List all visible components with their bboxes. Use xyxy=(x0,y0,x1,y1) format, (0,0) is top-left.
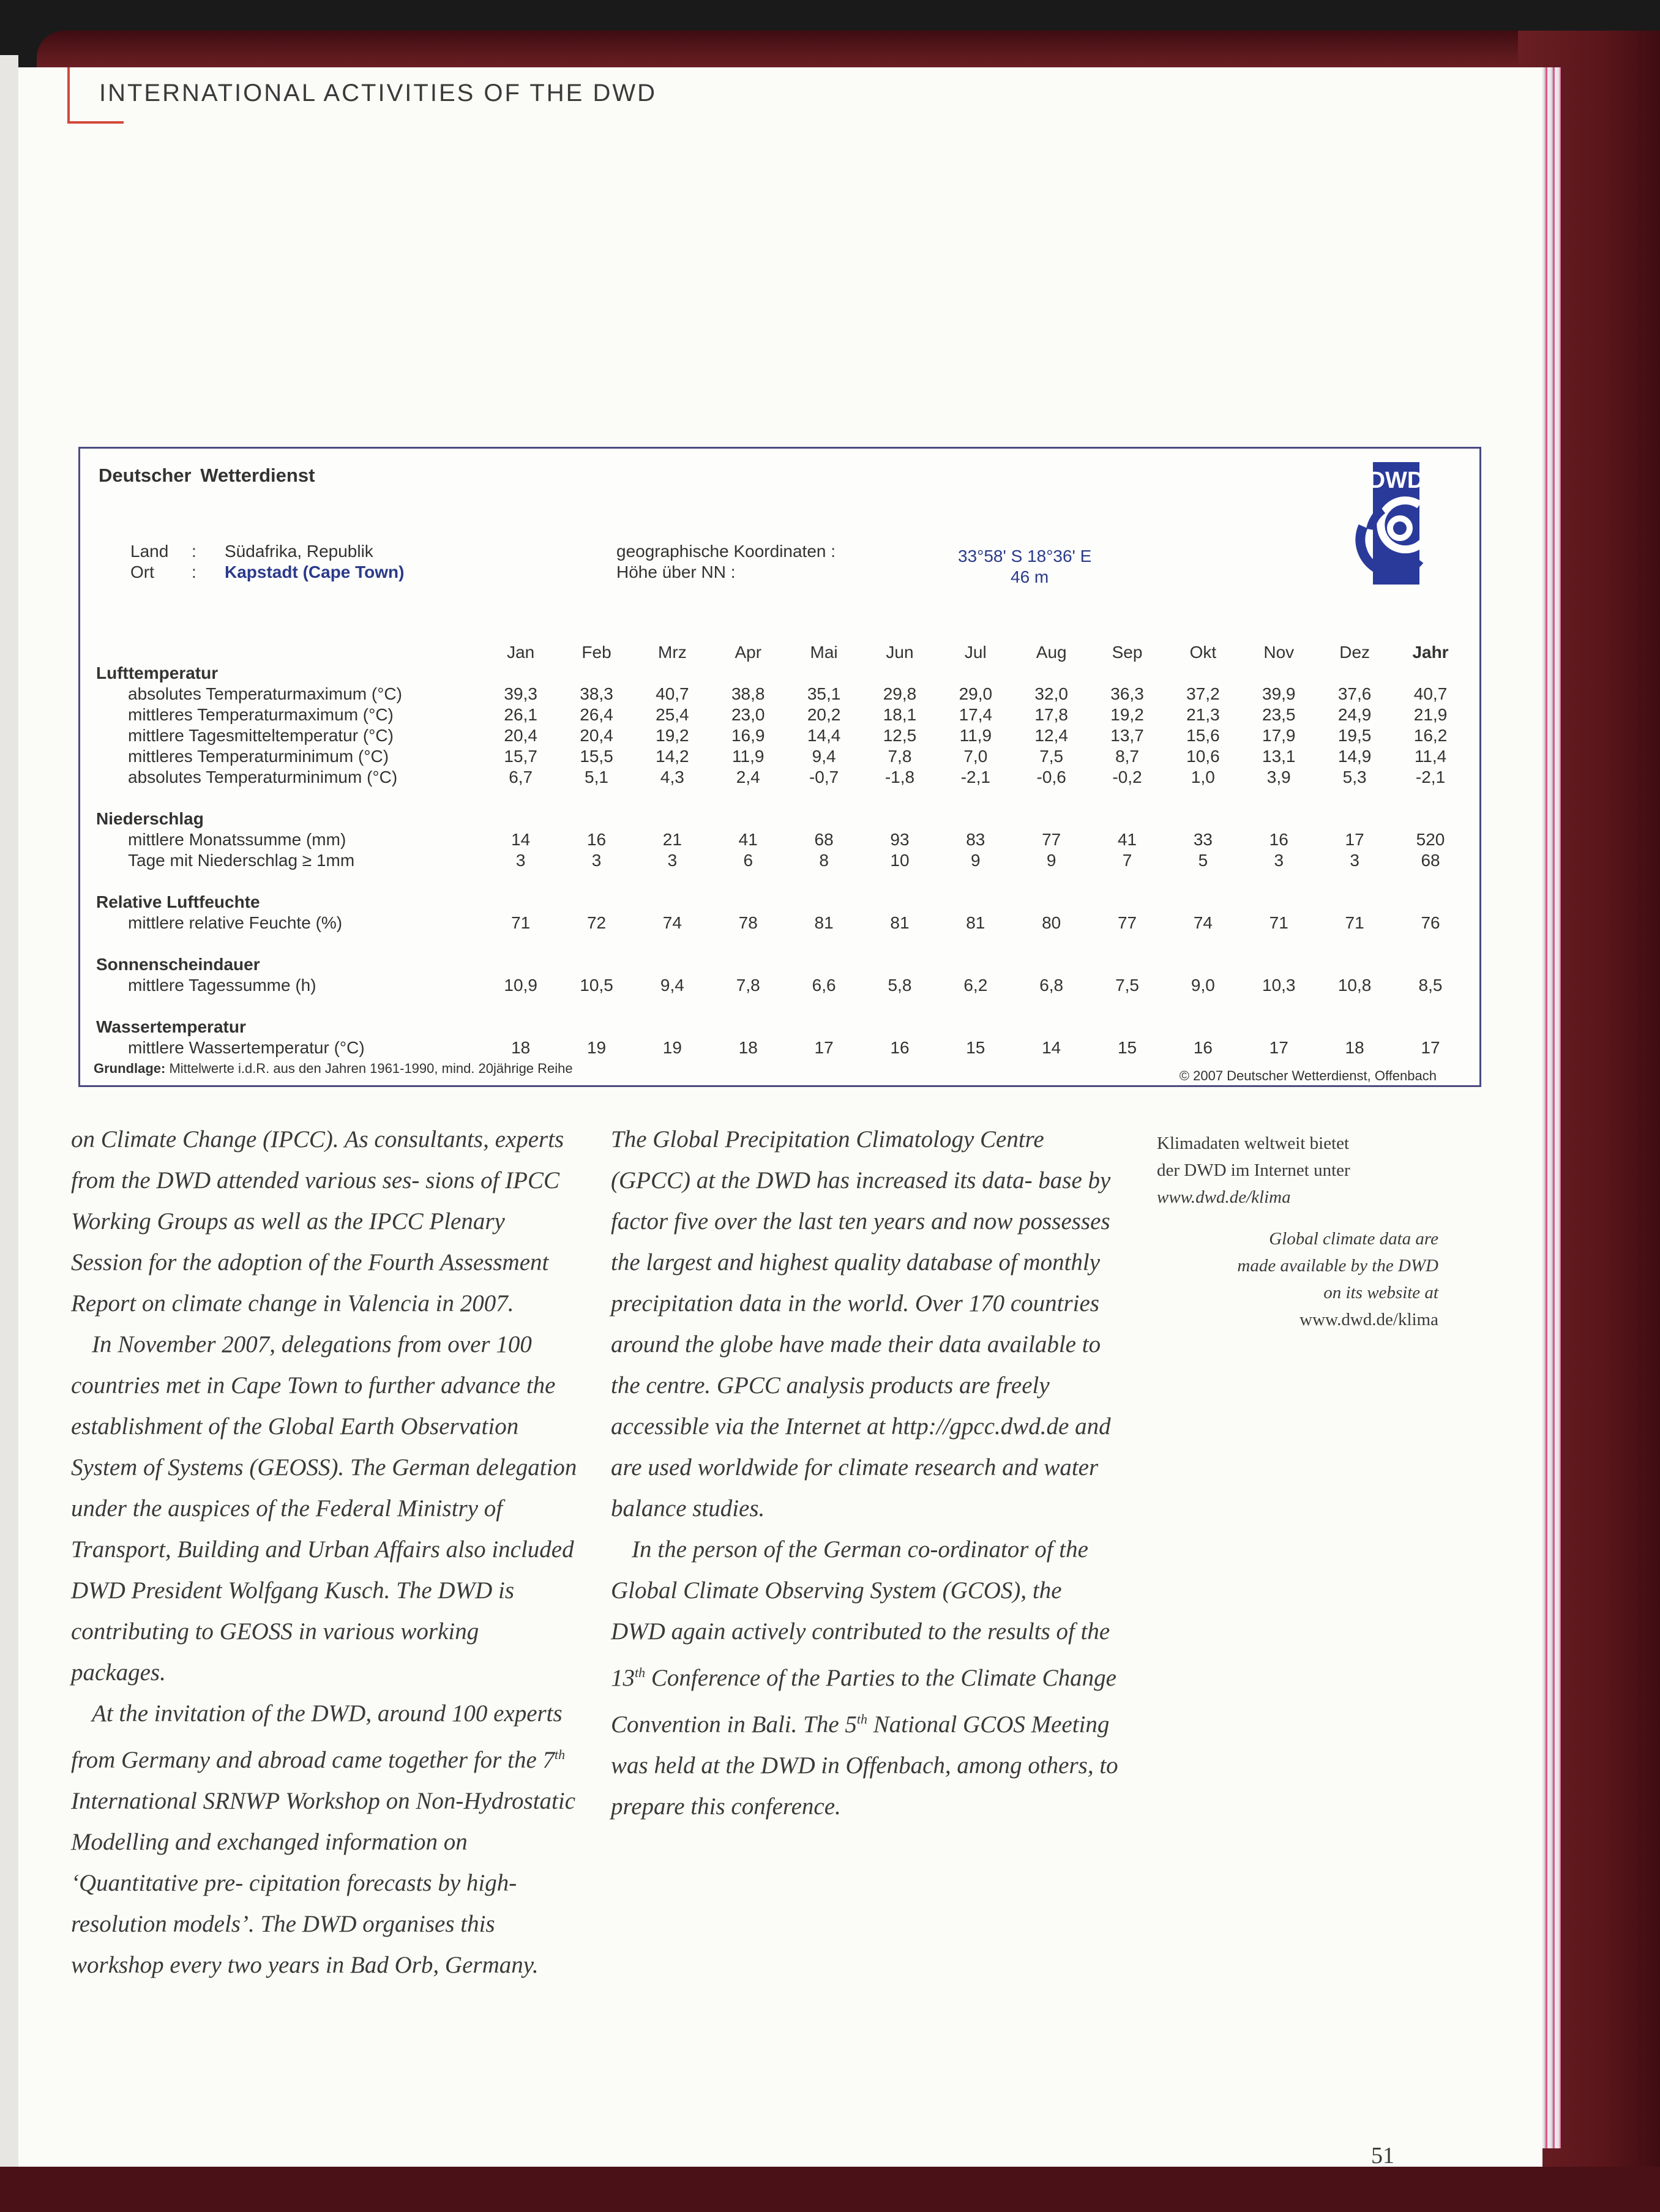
group-heading-row xyxy=(91,1017,1468,1037)
sidebar-german: Klimadaten weltweit bietet der DWD im Internet unter www.dwd.de/klima xyxy=(1157,1130,1438,1211)
table-cell: 20,4 xyxy=(580,726,613,745)
table-cell: 16 xyxy=(1193,1038,1213,1057)
table-cell: 9 xyxy=(1046,851,1056,870)
group-spacer xyxy=(91,871,1468,892)
table-cell: 19 xyxy=(586,1038,607,1057)
table-cell: 5,1 xyxy=(585,768,608,787)
table-cell: 10,8 xyxy=(1337,976,1372,995)
dwd-logo-icon xyxy=(1346,462,1444,585)
table-cell: 38,8 xyxy=(731,684,765,703)
table-cell: 1,0 xyxy=(1191,768,1215,787)
ort-value: Kapstadt (Cape Town) xyxy=(225,562,405,581)
organization-name: Deutscher Wetterdienst xyxy=(99,465,315,486)
ort-separator: : xyxy=(192,562,196,581)
table-cell: 15 xyxy=(1117,1038,1137,1057)
table-cell: 11,9 xyxy=(732,747,765,766)
dwd-logo-text: DWD xyxy=(1368,468,1424,493)
altitude-value: 46 m xyxy=(1011,567,1049,586)
table-cell: 6,6 xyxy=(812,976,836,995)
group-spacer xyxy=(91,788,1468,809)
altitude-label: Höhe über NN : xyxy=(616,562,736,581)
table-cell: 41 xyxy=(1117,830,1137,849)
table-cell: 5,3 xyxy=(1342,768,1367,787)
table-cell: 19,2 xyxy=(1110,705,1144,724)
table-cell: 520 xyxy=(1416,830,1445,849)
table-cell: 16 xyxy=(1269,830,1288,849)
table-cell: 13,1 xyxy=(1262,747,1296,766)
table-cell: 20,4 xyxy=(504,726,537,745)
table-cell: 2,4 xyxy=(736,768,760,787)
table-cell: 77 xyxy=(1117,913,1137,932)
table-cell: 33 xyxy=(1193,830,1213,849)
running-header: INTERNATIONAL ACTIVITIES OF THE DWD xyxy=(99,80,657,106)
table-cell: 23,0 xyxy=(731,705,765,724)
row-label: absolutes Temperaturmaximum (°C) xyxy=(128,684,402,703)
table-cell: 3 xyxy=(667,851,678,870)
land-label: Land xyxy=(130,542,169,561)
book-cover-top xyxy=(37,31,1660,67)
month-header: Jul xyxy=(964,643,987,662)
table-cell: 3 xyxy=(515,851,526,870)
table-cell: 76 xyxy=(1421,913,1440,932)
table-cell: 21,3 xyxy=(1186,705,1220,724)
table-cell: 6,2 xyxy=(963,976,988,995)
row-label: mittlere Tagesmitteltemperatur (°C) xyxy=(128,726,394,745)
table-row xyxy=(91,704,1468,725)
table-cell: 14,2 xyxy=(656,747,689,766)
previous-page-edge xyxy=(0,55,18,2167)
table-cell: 10,5 xyxy=(580,976,613,995)
table-cell: 7 xyxy=(1122,851,1132,870)
month-header-row xyxy=(91,626,1468,663)
table-cell: 12,4 xyxy=(1034,726,1068,745)
table-cell: 10,9 xyxy=(504,976,537,995)
month-header: Aug xyxy=(1036,643,1067,662)
table-cell: 17 xyxy=(814,1038,834,1057)
book-cover-bottom xyxy=(0,2167,1660,2212)
table-cell: 9 xyxy=(971,851,981,870)
sidebar-url-link-en[interactable]: www.dwd.de/klima xyxy=(1299,1310,1438,1329)
table-cell: 24,9 xyxy=(1337,705,1372,724)
group-spacer xyxy=(91,996,1468,1017)
table-cell: 17,9 xyxy=(1262,726,1296,745)
paragraph: The Global Precipitation Climatology Centre (GPCC) at the DWD has increased its data- base by factor five over the last ten years and now possesses the largest and highest quality database of monthly precipitation data in the world. Over 170 countries around the globe have made their data available to the centre. GPCC analysis products are freely accessible via the Internet at http://gpcc.dwd.de and are used worldwide for climate research and water balance studies. xyxy=(611,1126,1111,1522)
table-cell: 74 xyxy=(662,913,682,932)
table-cell: 81 xyxy=(966,913,985,932)
table-cell: 37,2 xyxy=(1186,684,1220,703)
table-cell: 17,8 xyxy=(1034,705,1068,724)
table-cell: 81 xyxy=(814,913,834,932)
table-cell: 36,3 xyxy=(1110,684,1144,703)
table-cell: 26,4 xyxy=(580,705,613,724)
month-header: Jun xyxy=(886,643,914,662)
table-cell: 4,3 xyxy=(660,768,684,787)
month-header: Sep xyxy=(1112,643,1143,662)
paragraph: In November 2007, delegations from over 100 countries met in Cape Town to further advance the establishment of the Global Earth Observation System of Systems (GEOSS). The German delegation under the auspices of the Federal Ministry of Transport, Building and Urban Affairs also included DWD President Wolfgang Kusch. The DWD is contributing to GEOSS in various working packages. xyxy=(71,1331,577,1686)
text-column-left xyxy=(71,1119,579,1986)
table-cell: 11,9 xyxy=(959,726,992,745)
table-cell: 19,5 xyxy=(1337,726,1372,745)
table-cell: -2,1 xyxy=(1415,768,1446,787)
table-cell: 7,5 xyxy=(1039,747,1064,766)
table-cell: 16 xyxy=(586,830,607,849)
table-cell: 7,0 xyxy=(963,747,988,766)
table-cell: 16,9 xyxy=(731,726,765,745)
table-row xyxy=(91,684,1468,704)
climate-table xyxy=(91,626,1468,1058)
table-cell: 9,0 xyxy=(1191,976,1215,995)
month-header: Jan xyxy=(507,643,535,662)
table-cell: 10,6 xyxy=(1186,747,1220,766)
table-cell: 7,8 xyxy=(736,976,760,995)
table-cell: 3 xyxy=(1350,851,1359,870)
book-page xyxy=(18,67,1542,2167)
table-row xyxy=(91,1037,1468,1058)
table-cell: 9,4 xyxy=(660,976,684,995)
text-column-middle xyxy=(611,1119,1119,1827)
group-heading-row xyxy=(91,663,1468,684)
table-row xyxy=(91,746,1468,767)
table-cell: 26,1 xyxy=(504,705,537,724)
table-cell: 80 xyxy=(1042,913,1061,932)
table-row xyxy=(91,975,1468,996)
table-cell: 16 xyxy=(890,1038,910,1057)
group-heading-row xyxy=(91,954,1468,975)
table-row xyxy=(91,850,1468,871)
table-row xyxy=(91,767,1468,788)
month-header: Mai xyxy=(810,643,838,662)
table-cell: 68 xyxy=(1421,851,1440,870)
table-cell: 68 xyxy=(814,830,834,849)
table-cell: 15 xyxy=(966,1038,985,1057)
table-cell: 21 xyxy=(662,830,682,849)
table-cell: 10,3 xyxy=(1262,976,1296,995)
page-edges xyxy=(1542,67,1561,2148)
group-heading-row xyxy=(91,892,1468,913)
sidebar-url-link[interactable]: www.dwd.de/klima xyxy=(1157,1187,1291,1207)
group-heading-row xyxy=(91,809,1468,829)
month-header: Jahr xyxy=(1412,643,1449,662)
month-header: Feb xyxy=(581,643,611,662)
table-cell: 72 xyxy=(586,913,607,932)
table-cell: 5,8 xyxy=(888,976,912,995)
table-cell: 17 xyxy=(1421,1038,1440,1057)
table-cell: 71 xyxy=(511,913,531,932)
land-separator: : xyxy=(192,542,196,561)
table-cell: 83 xyxy=(966,830,985,849)
row-label: mittlere Wassertemperatur (°C) xyxy=(128,1038,365,1057)
month-header: Dez xyxy=(1339,643,1370,662)
data-basis-note: Grundlage: Mittelwerte i.d.R. aus den Jahren 1961-1990, mind. 20jährige Reihe xyxy=(94,1061,573,1076)
table-cell: 17 xyxy=(1345,830,1364,849)
table-cell: 16,2 xyxy=(1413,726,1448,745)
row-label: mittlere Monatssumme (mm) xyxy=(128,830,346,849)
table-cell: 21,9 xyxy=(1413,705,1448,724)
table-cell: 8,7 xyxy=(1115,747,1139,766)
table-cell: 18 xyxy=(738,1038,758,1057)
table-cell: 6,8 xyxy=(1039,976,1064,995)
table-cell: 14,4 xyxy=(807,726,841,745)
table-cell: 93 xyxy=(890,830,910,849)
table-cell: 23,5 xyxy=(1262,705,1296,724)
table-cell: 17 xyxy=(1269,1038,1288,1057)
ort-label: Ort xyxy=(130,562,154,581)
table-cell: 35,1 xyxy=(807,684,841,703)
table-cell: 25,4 xyxy=(656,705,689,724)
table-cell: 81 xyxy=(890,913,910,932)
table-cell: 9,4 xyxy=(812,747,836,766)
table-cell: 18,1 xyxy=(883,705,917,724)
table-cell: 14,9 xyxy=(1337,747,1372,766)
table-cell: 29,0 xyxy=(959,684,993,703)
table-cell: 71 xyxy=(1269,913,1288,932)
coordinates-label: geographische Koordinaten : xyxy=(616,542,836,561)
table-cell: 12,5 xyxy=(883,726,917,745)
table-cell: 8 xyxy=(819,851,829,870)
table-cell: 41 xyxy=(738,830,758,849)
table-cell: 15,5 xyxy=(580,747,613,766)
page-number: 51 xyxy=(1371,2143,1394,2169)
table-cell: 3 xyxy=(1274,851,1284,870)
table-cell: 77 xyxy=(1042,830,1061,849)
table-cell: 39,3 xyxy=(504,684,537,703)
table-cell: 10 xyxy=(890,851,910,870)
sidebar-english: Global climate data are made available by the DWD on its website at www.dwd.de/klima xyxy=(1157,1225,1438,1333)
row-label: mittleres Temperaturminimum (°C) xyxy=(128,747,389,766)
table-row xyxy=(91,725,1468,746)
table-cell: 40,7 xyxy=(1413,684,1448,703)
table-cell: -1,8 xyxy=(884,768,915,787)
table-cell: 3 xyxy=(591,851,602,870)
group-spacer xyxy=(91,933,1468,954)
table-cell: 15,7 xyxy=(504,747,537,766)
table-cell: 5 xyxy=(1198,851,1208,870)
month-header: Mrz xyxy=(658,643,687,662)
table-cell: 7,5 xyxy=(1115,976,1139,995)
paragraph: In the person of the German co-ordinator of the Global Climate Observing System (GCOS), the DWD again actively contributed to the results of the 13th Conference of the Parties to the Climate Change Convention in Bali. The 5th National GCOS Meeting was held at the DWD in Offenbach, among others, to prepare this conference. xyxy=(611,1536,1118,1820)
table-cell: 39,9 xyxy=(1262,684,1296,703)
sidebar-note xyxy=(1157,1130,1438,1333)
row-label: Tage mit Niederschlag ≥ 1mm xyxy=(128,851,355,870)
table-cell: 8,5 xyxy=(1418,976,1443,995)
row-label: mittleres Temperaturmaximum (°C) xyxy=(128,705,394,724)
table-cell: 74 xyxy=(1193,913,1213,932)
table-cell: -0,7 xyxy=(809,768,839,787)
table-cell: 18 xyxy=(511,1038,531,1057)
table-cell: 71 xyxy=(1345,913,1364,932)
table-cell: 13,7 xyxy=(1110,726,1144,745)
table-cell: 15,6 xyxy=(1186,726,1220,745)
table-cell: 11,4 xyxy=(1414,747,1447,766)
group-heading: Niederschlag xyxy=(96,809,204,828)
paragraph: At the invitation of the DWD, around 100 experts from Germany and abroad came together for the 7th International SRNWP Workshop on Non-Hydrostatic Modelling and exchanged information on ‘Quantitative pre- cipitation forecasts by high-resolution models’. The DWD organises this workshop every two years in Bad Orb, Germany. xyxy=(71,1700,576,1978)
table-cell: 19 xyxy=(662,1038,682,1057)
group-heading: Relative Luftfeuchte xyxy=(96,892,260,911)
row-label: mittlere relative Feuchte (%) xyxy=(128,913,343,932)
month-header: Apr xyxy=(735,643,762,662)
table-cell: 32,0 xyxy=(1034,684,1068,703)
table-cell: 6 xyxy=(743,851,753,870)
table-cell: 14 xyxy=(511,830,531,849)
table-cell: 19,2 xyxy=(656,726,689,745)
table-cell: 3,9 xyxy=(1266,768,1291,787)
table-row xyxy=(91,913,1468,933)
paragraph: on Climate Change (IPCC). As consultants, experts from the DWD attended various ses- sions of IPCC Working Groups as well as the IPCC Plenary Session for the adoption of the Fourth Assessment Report on climate change in Valencia in 2007. xyxy=(71,1126,564,1317)
copyright-note: © 2007 Deutscher Wetterdienst, Offenbach xyxy=(1179,1068,1437,1083)
land-value: Südafrika, Republik xyxy=(225,542,373,561)
row-label: mittlere Tagessumme (h) xyxy=(128,976,316,995)
table-cell: 40,7 xyxy=(656,684,689,703)
table-cell: 14 xyxy=(1042,1038,1061,1057)
table-cell: 78 xyxy=(738,913,758,932)
table-cell: 6,7 xyxy=(509,768,533,787)
table-cell: 18 xyxy=(1345,1038,1364,1057)
month-header: Okt xyxy=(1189,643,1217,662)
group-heading: Wassertemperatur xyxy=(96,1017,246,1036)
row-label: absolutes Temperaturminimum (°C) xyxy=(128,768,398,787)
table-cell: 38,3 xyxy=(580,684,613,703)
table-cell: -0,2 xyxy=(1112,768,1142,787)
table-cell: 17,4 xyxy=(959,705,993,724)
month-header: Nov xyxy=(1263,643,1295,662)
coordinates-value: 33°58' S 18°36' E xyxy=(958,547,1092,566)
table-cell: 37,6 xyxy=(1337,684,1372,703)
group-heading: Sonnenscheindauer xyxy=(96,955,260,974)
table-cell: 20,2 xyxy=(807,705,841,724)
climate-data-box xyxy=(78,447,1481,1087)
table-cell: -2,1 xyxy=(960,768,990,787)
table-cell: 29,8 xyxy=(883,684,917,703)
table-cell: 7,8 xyxy=(888,747,912,766)
table-cell: -0,6 xyxy=(1036,768,1066,787)
table-row xyxy=(91,829,1468,850)
group-heading: Lufttemperatur xyxy=(96,663,219,682)
